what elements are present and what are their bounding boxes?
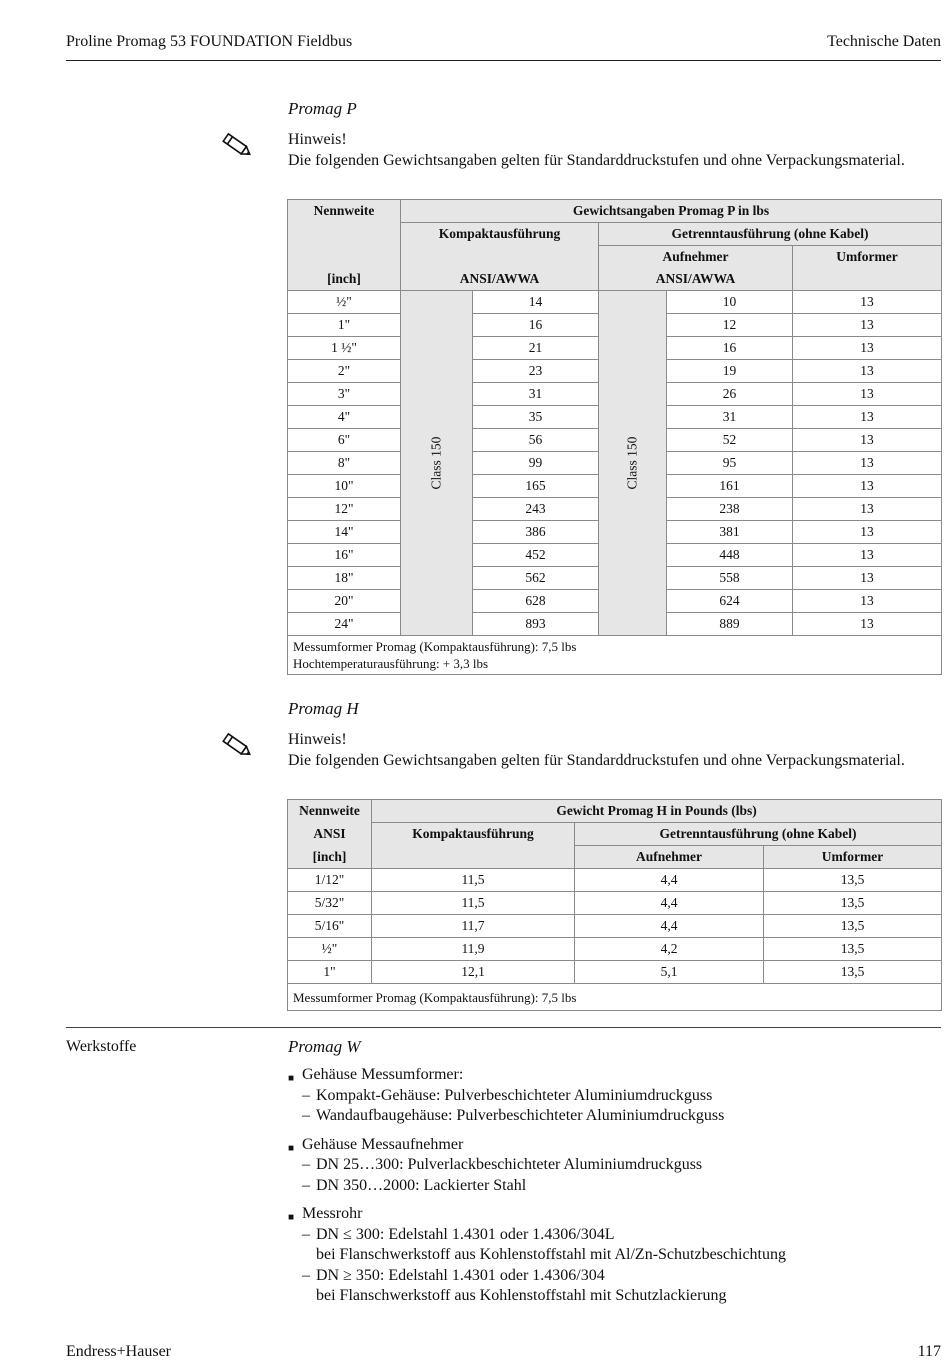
cell-kompakt: 165 bbox=[473, 475, 599, 498]
sub-item bbox=[288, 1155, 786, 1176]
cell-umformer: 13,5 bbox=[764, 915, 942, 938]
cell-class-kompakt bbox=[401, 291, 473, 636]
cell-dn: 10" bbox=[288, 475, 401, 498]
cell-kompakt: 386 bbox=[473, 521, 599, 544]
note-body: Die folgenden Gewichtsangaben gelten für Standarddruckstufen und ohne Verpackungsmaterial. bbox=[288, 152, 905, 169]
th-getrennt: Getrenntausführung (ohne Kabel) bbox=[575, 823, 942, 846]
cell-dn: 1/12" bbox=[288, 869, 372, 892]
cell-aufnehmer: 10 bbox=[667, 291, 793, 314]
th-kompakt: Kompaktausführung bbox=[372, 823, 575, 846]
header-rule bbox=[66, 60, 941, 61]
table-footnote-row bbox=[288, 636, 942, 675]
footnote-line: Messumformer Promag (Kompaktausführung): 7,5 lbs bbox=[293, 989, 577, 1005]
side-label-werkstoffe: Werkstoffe bbox=[66, 1038, 137, 1055]
cell-umformer: 13 bbox=[793, 544, 942, 567]
th-empty bbox=[401, 246, 599, 269]
cell-dn: 5/16" bbox=[288, 915, 372, 938]
list-item-text: Gehäuse Messumformer: bbox=[302, 1066, 464, 1083]
cell-aufnehmer: 4,2 bbox=[575, 938, 764, 961]
th-umformer: Umformer bbox=[793, 246, 942, 269]
sub-item bbox=[288, 1225, 786, 1246]
cell-aufnehmer: 448 bbox=[667, 544, 793, 567]
table-row bbox=[288, 869, 942, 892]
page-number: 117 bbox=[917, 1343, 941, 1360]
footnote-line: Messumformer Promag (Kompaktausführung): 7,5 lbs bbox=[293, 639, 577, 654]
cell-umformer: 13 bbox=[793, 360, 942, 383]
th-inch: [inch] bbox=[288, 268, 401, 291]
table-footnote bbox=[288, 636, 942, 675]
cell-umformer: 13 bbox=[793, 314, 942, 337]
cell-dn: 1" bbox=[288, 961, 372, 984]
cell-kompakt: 31 bbox=[473, 383, 599, 406]
bullet-icon: ■ bbox=[288, 1212, 295, 1223]
cell-dn: 20" bbox=[288, 590, 401, 613]
th-umformer: Umformer bbox=[764, 846, 942, 869]
th-ansi: ANSI bbox=[288, 823, 372, 846]
cell-umformer: 13,5 bbox=[764, 869, 942, 892]
cell-kompakt: 12,1 bbox=[372, 961, 575, 984]
dash-icon: – bbox=[302, 1086, 310, 1104]
note-promag-p bbox=[288, 129, 905, 171]
table-row bbox=[288, 961, 942, 984]
cell-aufnehmer: 4,4 bbox=[575, 915, 764, 938]
cell-umformer: 13 bbox=[793, 567, 942, 590]
list-item-label bbox=[288, 1135, 786, 1156]
th-empty bbox=[288, 223, 401, 246]
th-std-aufnehmer: ANSI/AWWA bbox=[599, 268, 793, 291]
table-row bbox=[288, 892, 942, 915]
dash-icon: – bbox=[302, 1225, 310, 1243]
section-title-promag-w: Promag W bbox=[288, 1037, 361, 1056]
section-rule bbox=[66, 1027, 941, 1028]
list-item-text: Gehäuse Messaufnehmer bbox=[302, 1135, 464, 1153]
sub-item bbox=[288, 1176, 786, 1197]
footer-company: Endress+Hauser bbox=[66, 1343, 171, 1360]
dash-icon: – bbox=[302, 1107, 310, 1124]
cell-kompakt: 35 bbox=[473, 406, 599, 429]
sub-item bbox=[288, 1086, 786, 1107]
th-getrennt: Getrenntausführung (ohne Kabel) bbox=[599, 223, 942, 246]
note-promag-h bbox=[288, 729, 905, 771]
cell-umformer: 13 bbox=[793, 291, 942, 314]
cell-aufnehmer: 12 bbox=[667, 314, 793, 337]
th-kompakt: Kompaktausführung bbox=[401, 223, 599, 246]
cell-aufnehmer: 16 bbox=[667, 337, 793, 360]
section-title-promag-h: Promag H bbox=[288, 699, 359, 718]
cell-aufnehmer: 161 bbox=[667, 475, 793, 498]
cell-umformer: 13 bbox=[793, 337, 942, 360]
cell-kompakt: 893 bbox=[473, 613, 599, 636]
cell-aufnehmer: 558 bbox=[667, 567, 793, 590]
pencil-icon bbox=[220, 131, 254, 161]
cell-dn: 14" bbox=[288, 521, 401, 544]
list-item-label bbox=[288, 1065, 786, 1086]
weight-table-promag-h bbox=[287, 799, 942, 1011]
cell-dn: 2" bbox=[288, 360, 401, 383]
th-aufnehmer: Aufnehmer bbox=[599, 246, 793, 269]
cell-aufnehmer: 5,1 bbox=[575, 961, 764, 984]
cell-aufnehmer: 238 bbox=[667, 498, 793, 521]
cell-umformer: 13,5 bbox=[764, 961, 942, 984]
cell-aufnehmer: 26 bbox=[667, 383, 793, 406]
cell-kompakt: 21 bbox=[473, 337, 599, 360]
cell-kompakt: 14 bbox=[473, 291, 599, 314]
dash-icon: – bbox=[302, 1266, 310, 1284]
header-section: Technische Daten bbox=[827, 33, 941, 50]
sub-item bbox=[288, 1106, 786, 1127]
list-item-text: Messrohr bbox=[302, 1205, 363, 1222]
sub-item-continuation: bei Flanschwerkstoff aus Kohlenstoffstahl mit Al/Zn-Schutzbeschichtung bbox=[316, 1246, 786, 1263]
sub-item-continuation: bei Flanschwerkstoff aus Kohlenstoffstahl mit Schutzlackierung bbox=[316, 1287, 727, 1304]
cell-aufnehmer: 624 bbox=[667, 590, 793, 613]
cell-umformer: 13 bbox=[793, 498, 942, 521]
weight-table-promag-p bbox=[287, 199, 942, 675]
cell-kompakt: 99 bbox=[473, 452, 599, 475]
cell-umformer: 13 bbox=[793, 452, 942, 475]
list-item bbox=[288, 1135, 786, 1197]
sub-item-text: Wandaufbaugehäuse: Pulverbeschichteter Aluminiumdruckguss bbox=[316, 1107, 725, 1124]
bullet-icon: ■ bbox=[288, 1073, 295, 1084]
cell-dn: 8" bbox=[288, 452, 401, 475]
cell-aufnehmer: 95 bbox=[667, 452, 793, 475]
sub-item-text: DN 25…300: Pulverlackbeschichteter Aluminiumdruckguss bbox=[316, 1156, 703, 1173]
materials-list bbox=[288, 1065, 786, 1315]
cell-umformer: 13 bbox=[793, 383, 942, 406]
cell-umformer: 13,5 bbox=[764, 938, 942, 961]
cell-dn: 18" bbox=[288, 567, 401, 590]
cell-aufnehmer: 4,4 bbox=[575, 892, 764, 915]
cell-aufnehmer: 889 bbox=[667, 613, 793, 636]
cell-umformer: 13 bbox=[793, 590, 942, 613]
class-label: Class 150 bbox=[624, 436, 640, 490]
cell-class-getrennt bbox=[599, 291, 667, 636]
dash-icon: – bbox=[302, 1176, 310, 1194]
cell-kompakt: 562 bbox=[473, 567, 599, 590]
th-empty bbox=[288, 246, 401, 269]
cell-dn: 4" bbox=[288, 406, 401, 429]
footnote-line: Hochtemperaturausführung: + 3,3 lbs bbox=[293, 656, 489, 671]
sub-item bbox=[288, 1266, 786, 1287]
cell-aufnehmer: 31 bbox=[667, 406, 793, 429]
note-title: Hinweis! bbox=[288, 731, 347, 748]
cell-dn: 12" bbox=[288, 498, 401, 521]
th-nennweite: Nennweite bbox=[288, 200, 401, 223]
cell-dn: 1" bbox=[288, 314, 401, 337]
cell-aufnehmer: 52 bbox=[667, 429, 793, 452]
cell-umformer: 13 bbox=[793, 475, 942, 498]
cell-kompakt: 11,7 bbox=[372, 915, 575, 938]
table-footnote bbox=[288, 984, 942, 1011]
table-row bbox=[288, 938, 942, 961]
cell-kompakt: 11,5 bbox=[372, 892, 575, 915]
th-nennweite: Nennweite bbox=[288, 800, 372, 823]
th-group: Gewichtsangaben Promag P in lbs bbox=[401, 200, 942, 223]
cell-kompakt: 243 bbox=[473, 498, 599, 521]
cell-umformer: 13 bbox=[793, 406, 942, 429]
list-item bbox=[288, 1065, 786, 1127]
sub-item-text: DN ≤ 300: Edelstahl 1.4301 oder 1.4306/304L bbox=[316, 1225, 615, 1243]
cell-kompakt: 16 bbox=[473, 314, 599, 337]
note-title: Hinweis! bbox=[288, 131, 347, 148]
cell-dn: 6" bbox=[288, 429, 401, 452]
cell-dn: 1 ½" bbox=[288, 337, 401, 360]
table-row bbox=[288, 915, 942, 938]
dash-icon: – bbox=[302, 1156, 310, 1173]
header-title: Proline Promag 53 FOUNDATION Fieldbus bbox=[66, 33, 353, 50]
cell-kompakt: 452 bbox=[473, 544, 599, 567]
cell-kompakt: 628 bbox=[473, 590, 599, 613]
cell-umformer: 13,5 bbox=[764, 892, 942, 915]
cell-dn: ½" bbox=[288, 291, 401, 314]
cell-dn: 3" bbox=[288, 383, 401, 406]
cell-kompakt: 11,9 bbox=[372, 938, 575, 961]
cell-aufnehmer: 19 bbox=[667, 360, 793, 383]
sub-item-text: DN ≥ 350: Edelstahl 1.4301 oder 1.4306/304 bbox=[316, 1266, 605, 1284]
cell-umformer: 13 bbox=[793, 613, 942, 636]
list-item bbox=[288, 1204, 786, 1307]
th-inch: [inch] bbox=[288, 846, 372, 869]
th-empty bbox=[793, 268, 942, 291]
sub-item-text: DN 350…2000: Lackierter Stahl bbox=[316, 1176, 527, 1194]
cell-dn: 5/32" bbox=[288, 892, 372, 915]
cell-kompakt: 23 bbox=[473, 360, 599, 383]
th-group: Gewicht Promag H in Pounds (lbs) bbox=[372, 800, 942, 823]
table-row bbox=[288, 291, 942, 314]
bullet-icon: ■ bbox=[288, 1142, 295, 1154]
cell-aufnehmer: 381 bbox=[667, 521, 793, 544]
cell-dn: ½" bbox=[288, 938, 372, 961]
sub-item-text: Kompakt-Gehäuse: Pulverbeschichteter Aluminiumdruckguss bbox=[316, 1086, 713, 1104]
note-body: Die folgenden Gewichtsangaben gelten für Standarddruckstufen und ohne Verpackungsmaterial. bbox=[288, 752, 905, 769]
cell-umformer: 13 bbox=[793, 429, 942, 452]
cell-aufnehmer: 4,4 bbox=[575, 869, 764, 892]
cell-kompakt: 11,5 bbox=[372, 869, 575, 892]
cell-dn: 24" bbox=[288, 613, 401, 636]
th-std-kompakt: ANSI/AWWA bbox=[401, 268, 599, 291]
cell-kompakt: 56 bbox=[473, 429, 599, 452]
th-aufnehmer: Aufnehmer bbox=[575, 846, 764, 869]
th-empty bbox=[372, 846, 575, 869]
pencil-icon bbox=[220, 731, 254, 761]
class-label: Class 150 bbox=[428, 436, 444, 490]
table-footnote-row bbox=[288, 984, 942, 1011]
cell-dn: 16" bbox=[288, 544, 401, 567]
section-title-promag-p: Promag P bbox=[288, 99, 357, 118]
list-item-label bbox=[288, 1204, 786, 1225]
cell-umformer: 13 bbox=[793, 521, 942, 544]
